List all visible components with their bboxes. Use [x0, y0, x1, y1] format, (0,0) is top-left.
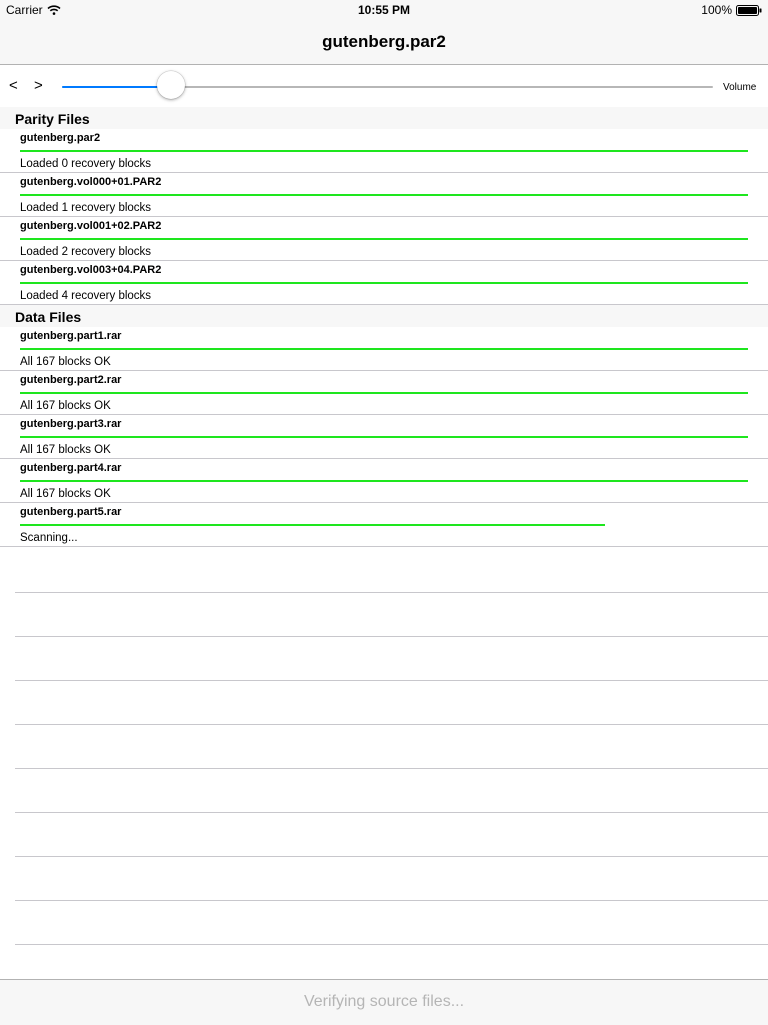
- file-status: Loaded 0 recovery blocks: [20, 158, 152, 170]
- file-name: gutenberg.vol001+02.PAR2: [20, 220, 162, 232]
- empty-row-separator: [15, 636, 768, 637]
- file-name: gutenberg.part4.rar: [20, 462, 122, 474]
- playback-toolbar: [0, 65, 768, 107]
- empty-row-separator: [15, 768, 768, 769]
- previous-button[interactable]: <: [9, 77, 18, 94]
- empty-row-separator: [15, 724, 768, 725]
- progress-bar-fill: [20, 150, 748, 152]
- file-name: gutenberg.part1.rar: [20, 330, 122, 342]
- file-name: gutenberg.vol000+01.PAR2: [20, 176, 162, 188]
- file-status: Loaded 4 recovery blocks: [20, 290, 152, 302]
- navigation-bar: [0, 20, 768, 65]
- section-header: Parity Files: [0, 107, 768, 129]
- battery-percent: 100%: [701, 3, 732, 17]
- empty-row-separator: [15, 680, 768, 681]
- empty-row-separator: [15, 812, 768, 813]
- file-status: All 167 blocks OK: [20, 444, 111, 456]
- file-name: gutenberg.part5.rar: [20, 506, 122, 518]
- file-row[interactable]: [0, 327, 768, 371]
- progress-bar-fill: [20, 480, 748, 482]
- file-name: gutenberg.part3.rar: [20, 418, 122, 430]
- status-battery-group: [701, 3, 762, 17]
- file-row[interactable]: [0, 129, 768, 173]
- volume-slider-thumb[interactable]: [157, 71, 185, 99]
- section-header: Data Files: [0, 305, 768, 327]
- empty-row-separator: [15, 944, 768, 945]
- file-row[interactable]: [0, 459, 768, 503]
- progress-bar: [20, 392, 748, 394]
- empty-row-separator: [15, 856, 768, 857]
- file-row[interactable]: [0, 503, 768, 547]
- progress-bar: [20, 282, 748, 284]
- file-name: gutenberg.par2: [20, 132, 101, 144]
- status-bar: [0, 0, 768, 20]
- next-button[interactable]: >: [34, 77, 43, 94]
- empty-table-area: [0, 548, 768, 978]
- file-row[interactable]: [0, 371, 768, 415]
- progress-bar-fill: [20, 524, 605, 526]
- progress-bar: [20, 150, 748, 152]
- volume-label: Volume: [723, 82, 757, 93]
- file-status: Loaded 2 recovery blocks: [20, 246, 152, 258]
- bottom-toolbar: [0, 979, 768, 1025]
- file-status: All 167 blocks OK: [20, 400, 111, 412]
- progress-bar-fill: [20, 238, 748, 240]
- progress-bar: [20, 436, 748, 438]
- page-title: gutenberg.par2: [322, 32, 446, 51]
- empty-row-separator: [15, 592, 768, 593]
- progress-bar-fill: [20, 436, 748, 438]
- progress-bar: [20, 348, 748, 350]
- file-status: Loaded 1 recovery blocks: [20, 202, 152, 214]
- progress-bar: [20, 480, 748, 482]
- empty-row-separator: [15, 900, 768, 901]
- file-row[interactable]: [0, 261, 768, 305]
- progress-bar-fill: [20, 194, 748, 196]
- progress-bar-fill: [20, 348, 748, 350]
- file-name: gutenberg.part2.rar: [20, 374, 122, 386]
- status-time: 10:55 PM: [357, 3, 411, 17]
- file-row[interactable]: [0, 415, 768, 459]
- files-table: [0, 107, 768, 547]
- carrier-label: Carrier: [6, 3, 43, 17]
- progress-bar-fill: [20, 282, 748, 284]
- file-status: All 167 blocks OK: [20, 356, 111, 368]
- battery-icon: [736, 5, 762, 16]
- progress-bar-fill: [20, 392, 748, 394]
- file-status: Scanning...: [20, 532, 78, 544]
- progress-bar: [20, 238, 748, 240]
- verification-status: Verifying source files...: [303, 993, 465, 1010]
- progress-bar: [20, 524, 748, 526]
- file-row[interactable]: [0, 173, 768, 217]
- volume-slider-fill: [62, 86, 170, 88]
- file-row[interactable]: [0, 217, 768, 261]
- file-status: All 167 blocks OK: [20, 488, 111, 500]
- progress-bar: [20, 194, 748, 196]
- file-name: gutenberg.vol003+04.PAR2: [20, 264, 162, 276]
